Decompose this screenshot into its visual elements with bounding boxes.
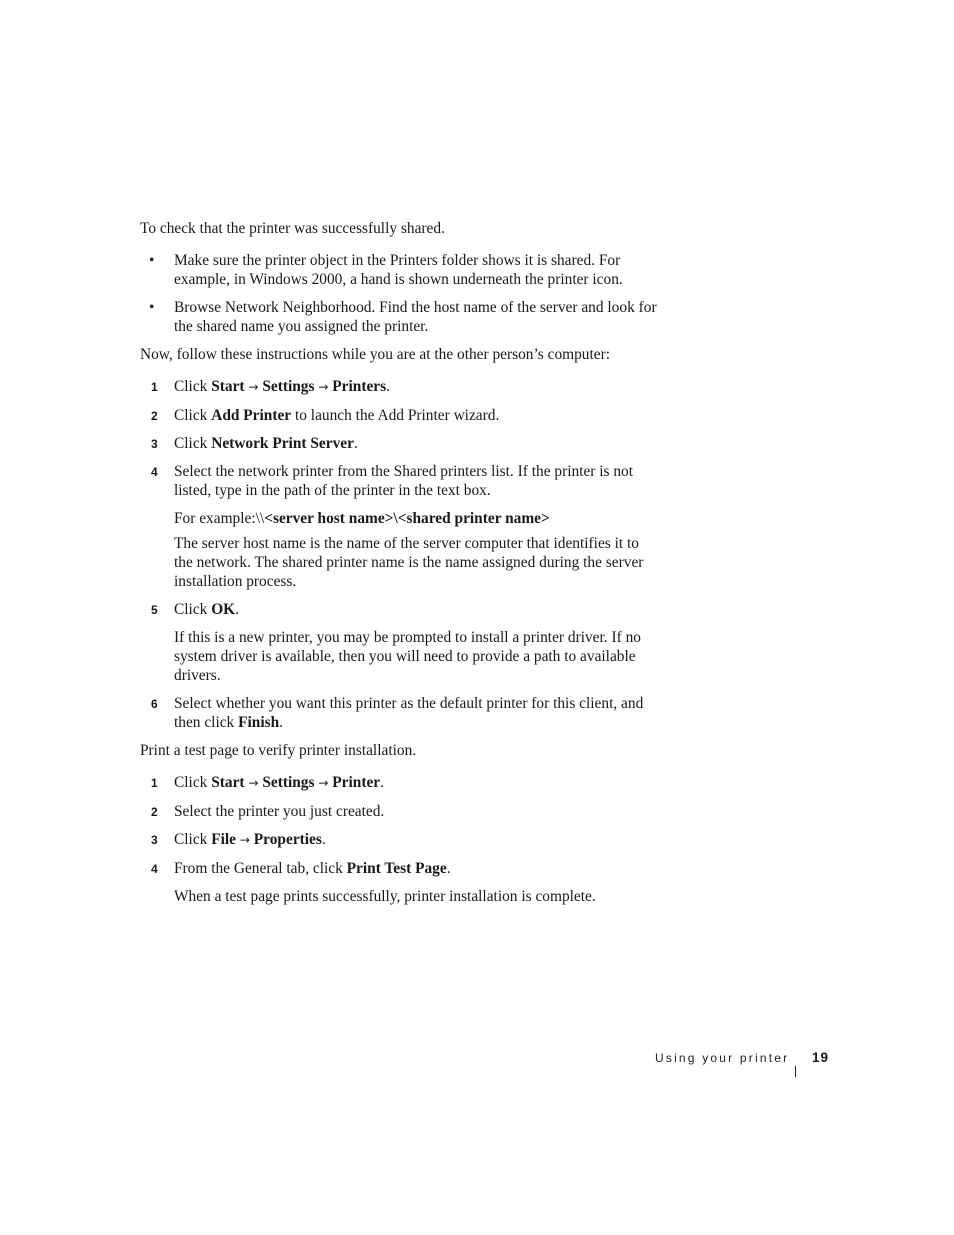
footer-divider (795, 1066, 796, 1077)
step-number: 4 (151, 465, 158, 479)
step-item: 2 Select the printer you just created. (151, 803, 385, 820)
intro-test-page: Print a test page to verify printer installation. (140, 742, 417, 759)
bullet-icon: • (149, 252, 155, 269)
step-number: 5 (151, 603, 158, 617)
step-number: 1 (151, 776, 158, 790)
intro-other-computer: Now, follow these instructions while you are at the other person’s computer: (140, 346, 611, 363)
arrow-icon: → (239, 833, 250, 847)
step-item: 2 Click Add Printer to launch the Add Printer wizard. (151, 407, 500, 424)
step-item: 1 Click Start → Settings → Printer. (151, 774, 384, 791)
intro-shared-check: To check that the printer was successfully shared. (140, 220, 445, 237)
step-number: 3 (151, 833, 158, 847)
step-number: 2 (151, 805, 158, 819)
step-item: 6 Select whether you want this printer as the default printer for this client, and then click Finish. (151, 695, 644, 731)
bullet-item: • Browse Network Neighborhood. Find the host name of the server and look for the shared name you assigned the printer. (149, 299, 657, 335)
example-path: For example:\\<server host name>\<shared printer name> (174, 510, 550, 527)
bullet-item: • Make sure the printer object in the Printers folder shows it is shared. For example, in Windows 2000, a hand is shown underneath the printer icon. (149, 252, 623, 288)
arrow-icon: → (318, 776, 329, 790)
step-note: The server host name is the name of the server computer that identifies it to the network. The shared printer name is the name assigned during the server installation process. (174, 535, 644, 590)
page-number: 19 (812, 1050, 830, 1065)
page-content (140, 219, 660, 912)
step-item: 4 From the General tab, click Print Test Page. (151, 860, 451, 877)
step-item: 3 Click Network Print Server. (151, 435, 358, 452)
step-item: 5 Click OK. (151, 601, 240, 618)
step-item: 4 Select the network printer from the Shared printers list. If the printer is not listed, type in the path of the printer in the text box. (151, 463, 634, 499)
arrow-icon: → (248, 776, 259, 790)
step-note: If this is a new printer, you may be prompted to install a printer driver. If no system driver is available, then you will need to provide a path to available drivers. (174, 629, 641, 684)
footer-section-title: Using your printer (655, 1051, 790, 1065)
step-note: When a test page prints successfully, printer installation is complete. (174, 888, 596, 905)
arrow-icon: → (318, 380, 329, 394)
step-number: 2 (151, 409, 158, 423)
step-number: 1 (151, 380, 158, 394)
step-number: 4 (151, 862, 158, 876)
step-number: 6 (151, 697, 158, 711)
step-number: 3 (151, 437, 158, 451)
bullet-icon: • (149, 299, 155, 316)
step-item: 3 Click File → Properties. (151, 831, 326, 848)
step-item: 1 Click Start → Settings → Printers. (151, 378, 390, 395)
arrow-icon: → (248, 380, 259, 394)
